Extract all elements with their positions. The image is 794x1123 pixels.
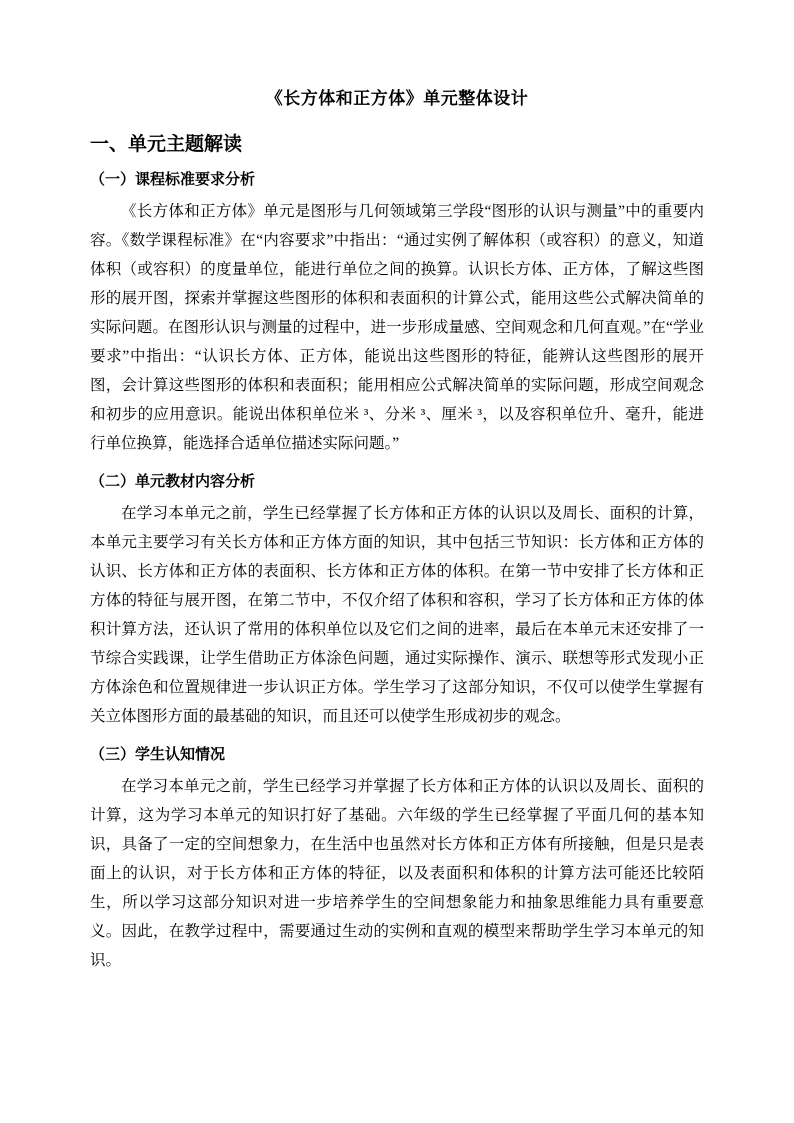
subsection-heading-textbook-content: （二）单元教材内容分析 bbox=[90, 473, 256, 490]
subsection-heading-curriculum-standard: （一）课程标准要求分析 bbox=[90, 171, 256, 188]
paragraph-textbook-content: 在学习本单元之前，学生已经掌握了长方体和正方体的认识以及周长、面积的计算，本单元主要学习有关长方体和正方体方面的知识，其中包括三节知识：长方体和正方体的认识、长方体和正方体的表面积、长方体和正方体的体积。在第一节中安排了长方体和正方体的特征与展开图，在第二节中，不仅介绍了体积和容积，学习了长方体和正方体的体积计算方法，还认识了常用的体积单位以及它们之间的进率，最后在本单元末还安排了一节综合实践课，让学生借助正方体涂色问题，通过实际操作、演示、联想等形式发现小正方体涂色和位置规律进一步认识正方体。学生学习了这部分知识，不仅可以使学生掌握有关立体图形方面的最基础的知识，而且还可以使学生形成初步的观念。 bbox=[90, 505, 704, 725]
paragraph-curriculum-standard: 《长方体和正方体》单元是图形与几何领域第三学段“图形的认识与测量”中的重要内容。《数学课程标准》在“内容要求”中指出：“通过实例了解体积（或容积）的意义，知道体积（或容积）的度量单位，能进行单位之间的换算。认识长方体、正方体，了解这些图形的展开图，探索并掌握这些图形的体积和表面积的计算公式，能用这些公式解决简单的实际问题。在图形认识与测量的过程中，进一步形成量感、空间观念和几何直观。”在“学业要求”中指出：“认识长方体、正方体，能说出这些图形的特征，能辨认这些图形的展开图，会计算这些图形的体积和表面积；能用相应公式解决简单的实际问题，形成空间观念和初步的应用意识。能说出体积单位米 ³、分米 ³、厘米 ³，以及容积单位升、毫升，能进行单位换算，能选择合适单位描述实际问题。” bbox=[90, 203, 704, 452]
document-title: 《长方体和正方体》单元整体设计 bbox=[265, 89, 529, 108]
section-heading-unit-theme: 一、单元主题解读 bbox=[90, 134, 243, 155]
subsection-heading-student-cognition: （三）学生认知情况 bbox=[90, 746, 226, 763]
paragraph-student-cognition: 在学习本单元之前，学生已经学习并掌握了长方体和正方体的认识以及周长、面积的计算，这为学习本单元的知识打好了基础。六年级的学生已经掌握了平面几何的基本知识，具备了一定的空间想象力，在生活中也虽然对长方体和正方体有所接触，但是只是表面上的认识，对于长方体和正方体的特征，以及表面积和体积的计算方法可能还比较陌生，所以学习这部分知识对进一步培养学生的空间想象能力和抽象思维能力具有重要意义。因此，在教学过程中，需要通过生动的实例和直观的模型来帮助学生学习本单元的知识。 bbox=[90, 778, 704, 969]
